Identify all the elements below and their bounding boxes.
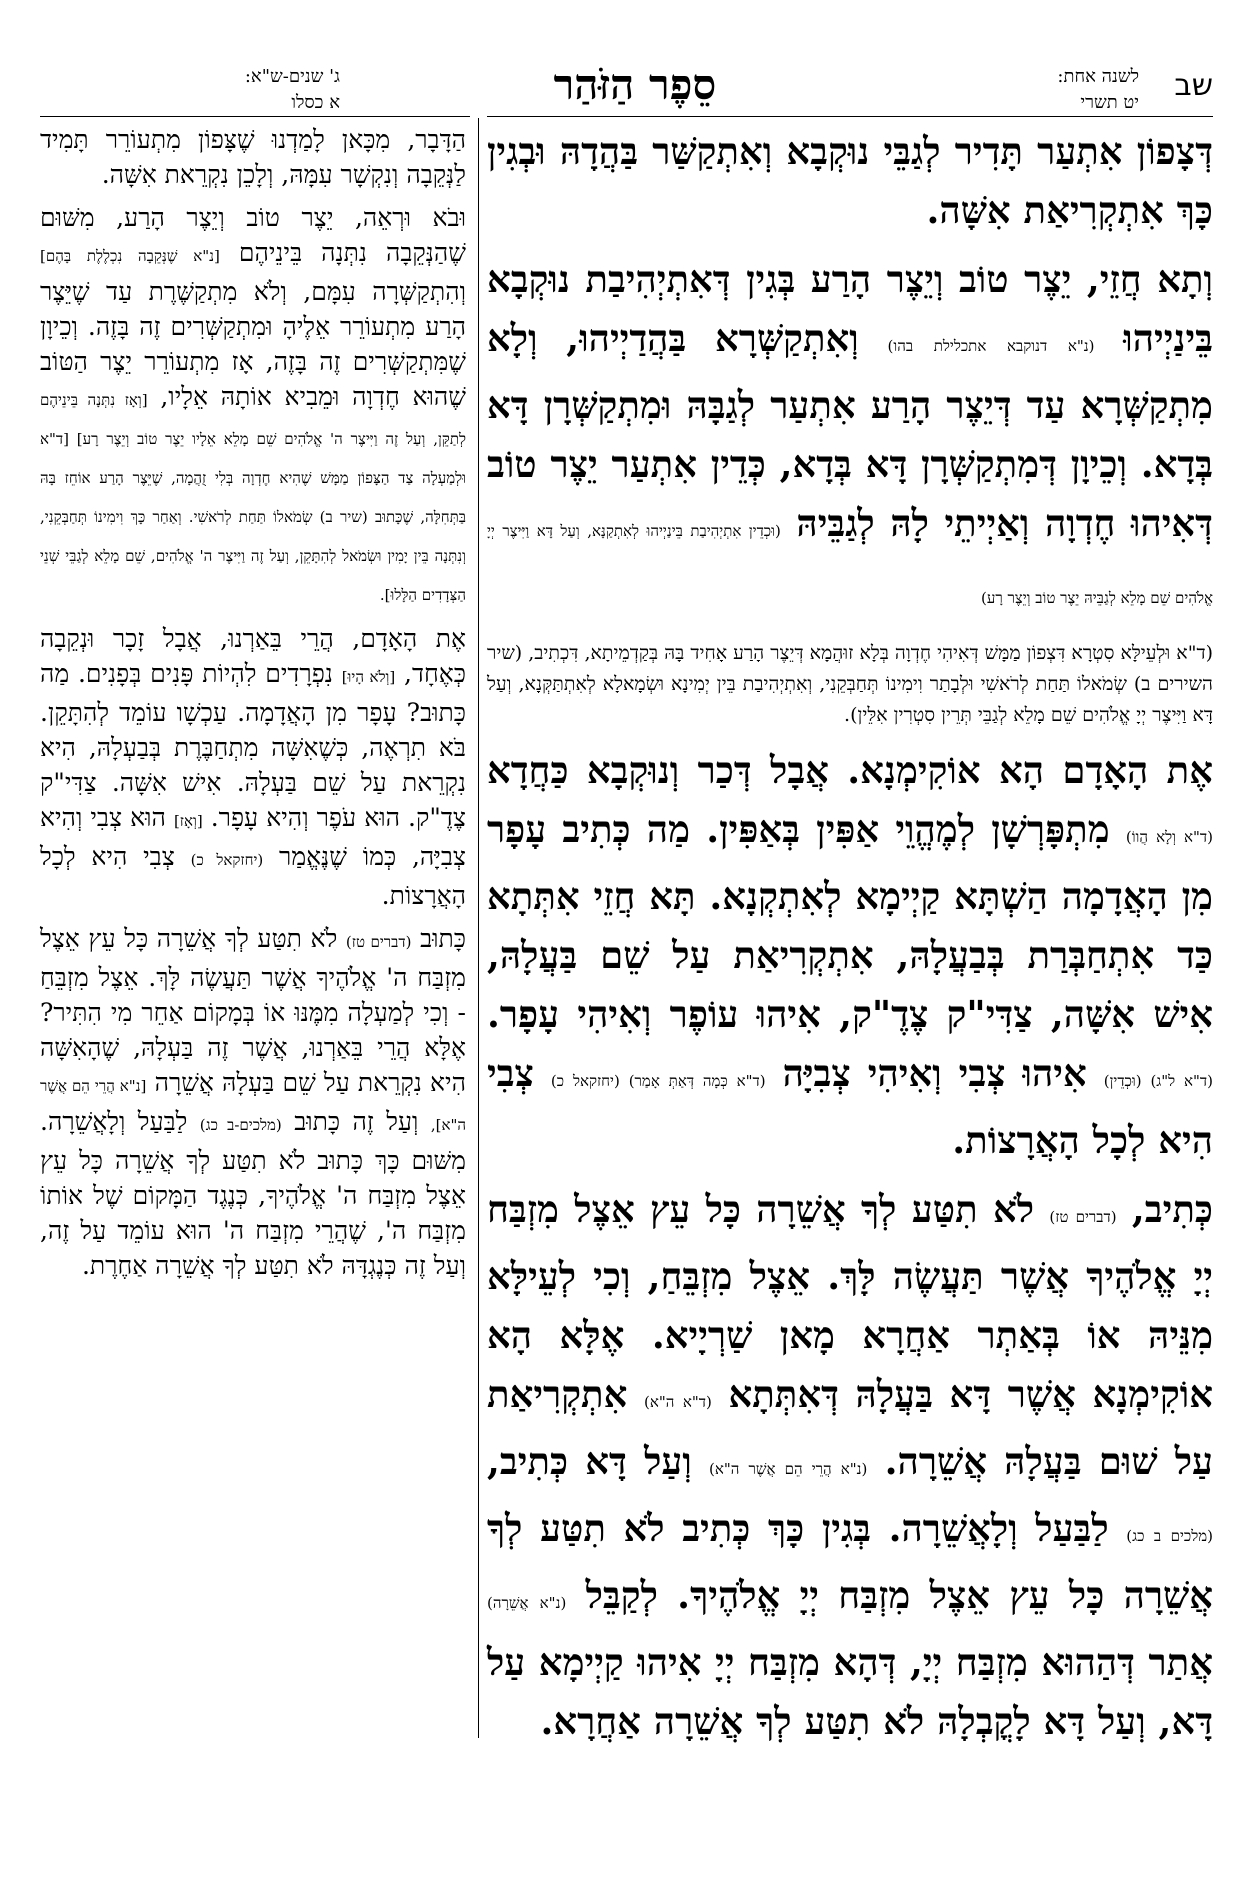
page-code: שב (1174, 68, 1213, 103)
translation-text: וּבֹא וּרְאֵה, יֵצֶר טוֹב וְיֵצֶר הָרַע, מִשּׁוּם שֶׁהַנְּקֵבָה נִתְּנָה בֵּינֵיהֶם (40, 203, 466, 267)
main-column (487, 122, 1213, 1761)
variant-note: [וְלֹא הָיוּ] (341, 668, 396, 686)
source-note: (דברים טז) (1049, 1208, 1117, 1226)
translation-text: צְבִי הִיא לְכָל הָאֲרָצוֹת. (40, 842, 466, 910)
variant-note: (ד"א וְלָא הֲווֹ) (1125, 828, 1213, 846)
schedule-left-line1: ג' שנים-ש"א: (244, 66, 340, 87)
source-note: (מלכים-ב כג) (199, 1116, 282, 1134)
variant-note: [וְאָז] (173, 812, 203, 830)
schedule-right (1057, 64, 1139, 116)
translation-text: וְעַל זֶה כָּתוּב (294, 1107, 419, 1136)
header-rule-left (40, 116, 470, 117)
schedule-left-line2: א כסלו (291, 92, 340, 113)
main-paragraph-2 (487, 250, 1213, 628)
main-text: אֶת הָאָדָם הָא אוֹקִימְנָא. אֲבָל דְּכַר וְנוּקְבָא כַּחֲדָא (487, 748, 1213, 792)
main-paragraph-3 (487, 741, 1213, 1170)
main-text: דְּצָפוֹן אִתְעַר תָּדִיר לְגַבֵּי נוּקְבָא וְאִתְקַשַּׁר בַּהֲדָהּ וּבְגִין כָּךְ אִתְקְרִיאַת אִשָּׁה. (487, 129, 1213, 232)
variant-note: (ד"א ל"ג) (וּכְדֵין) (1103, 1072, 1213, 1090)
main-text: אִתְקְרִיאַת עַל שׁוּם בַּעֲלָהּ אֲשֵׁרָה. (487, 1372, 1213, 1483)
schedule-right-line2: יט תשרי (1080, 92, 1139, 113)
variant-note: (נ"א אֲשֵׁרָה) (487, 1594, 567, 1612)
variant-note: [וְאָז נִתְּנָה בֵּינֵיהֶם לְתַקֵּן, וְעַל זֶה וַיִּיצֶר ה' אֱלֹהִים שֵׁם מָלֵא אֵלָיו יֵצֶר טוֹב וְיֵצֶר רָע] [ד"א וּלְמַעְלָה צַד הַצָּפוֹן מַמָּשׁ שֶׁהִיא חֶדְוָה בְּלִי זֻהֲמָה, שֶׁיֵּצֶר הָרַע אוֹחֵז בָּהּ בַּתְּחִלָּה, שֶׁכָּתוּב (שיר ב) שְׂמֹאלוֹ תַּחַת לְרֹאשִׁי. וְאַחַר כָּךְ וִימִינוֹ תְּחַבְּקֵנִי, וְנִתְּנָה בֵּין יָמִין וּשְׂמֹאל לְהִתָּקֵן, וְעַל זֶה וַיִּיצֶר ה' אֱלֹהִים, שֵׁם מָלֵא לְגַבֵּי שְׁנֵי הַצְּדָדִים הַלָּלוּ]. (40, 391, 466, 604)
variant-note: [נ"א הֲרֵי הֵם אֲשֶׁר ה"א], (40, 1077, 466, 1134)
main-text: צְבִי הִיא לְכָל הָאֲרָצוֹת. (487, 1051, 1213, 1162)
source-note: (יחזקאל כ) (190, 851, 264, 869)
variant-note: (ד"א כְּמָה דְּאַתְּ אָמַר) (יחזקאל כ) (550, 1072, 766, 1090)
translation-paragraph-1 (40, 122, 466, 192)
translation-text: כָּתוּב (420, 924, 467, 953)
source-note: (מלכים ב כג) (1126, 1527, 1214, 1545)
main-text: אִיהוּ צְבִי וְאִיהִי צְבִיָּה (782, 1051, 1087, 1095)
page-title: סֵפֶר הַזֹּהַר (553, 60, 717, 109)
main-text: אֲתַר דְּהַהוּא מִזְבַּח יְיָ, דְּהָא מִזְבַּח יְיָ אִיהוּ קַיְימָא עַל דָּא, וְעַל דָּא לָקֳבְלָהּ לֹא תִטַּע לְךָ אֲשֵׁרָה אַחֲרָא. (487, 1640, 1213, 1743)
main-text: לֹא תִטַּע לְךָ אֲשֵׁרָה כָּל עֵץ אֵצֶל מִזְבַּח יְיָ אֱלֹהֶיךָ אֲשֶׁר תַּעֲשֶׂה לָּךְ. אֵצֶל מִזְבֵּחַ, וְכִי לְעֵילָּא מִנֵּיהּ אוֹ בְּאַתְר אַחֲרָא מָאן שַׁרְיָיא. אֶלָּא הָא אוֹקִימְנָא אֲשֶׁר דָּא בַּעֲלָהּ דְּאִתְּתָא (487, 1187, 1213, 1416)
main-text: וְאִתְקַשְּׁרָא בַּהֲדַיְיהוּ, וְלָא מִתְקַשְּׁרָא עַד דְּיֵצֶר הָרַע אִתְעַר לְגַבָּהּ וּמִתְקַשְּׁרָן דָּא בְּדָא. וְכֵיוָן דְּמִתְקַשְּׁרָן דָּא בְּדָא, כְּדֵין אִתְעַר יֵצֶר טוֹב דְּאִיהוּ חֶדְוָה וְאַיְיתֵי לָהּ לְגַבֵּיהּ (487, 316, 1213, 545)
main-text: וְתָא חֲזֵי, יֵצֶר טוֹב וְיֵצֶר הָרַע בְּגִין דְּאִתְיְהִיבַת נוּקְבָא בֵּינַיְיהוּ (487, 257, 1213, 360)
schedule-right-line1: לשנה אחת: (1057, 66, 1139, 87)
main-paragraph-4 (487, 1180, 1213, 1751)
main-text: לַבַּעַל וְלָאֲשֵׁרָה. בְּגִין כָּךְ כְּתִיב לֹא תִטַּע לְךָ אֲשֵׁרָה כָּל עֵץ אֵצֶל מִזְבַּח יְיָ אֱלֹהֶיךָ. לְקַבֵּל (487, 1506, 1213, 1617)
translation-text: לֹא תִטַּע לְךָ אֲשֵׁרָה כָּל עֵץ אֵצֶל מִזְבַּח ה' אֱלֹהֶיךָ אֲשֶׁר תַּעֲשֶׂה לָּךְ. אֵצֶל מִזְבֵּחַ - וְכִי לְמַעְלָה מִמֶּנּוּ אוֹ בְּמָקוֹם אַחֵר מִי הִתִּיר? אֶלָּא הֲרֵי בֵּאַרְנוּ, אֲשֶׁר זֶה בַּעְלָהּ, שֶׁהָאִשָּׁה הִיא נִקְרֵאת עַל שֵׁם בַּעְלָהּ אֲשֵׁרָה (40, 924, 466, 1097)
main-paragraph-1 (487, 122, 1213, 240)
variant-note: [נ"א שֶׁנְּקֵבָה נִכְלֶלֶת בָּהֶם] (40, 247, 220, 265)
main-text: מִתְפָּרְשָׁן לְמֶהֱוֵי אַפִּין בְּאַפִּין. מַה כְּתִיב עָפָר מִן הָאֲדָמָה הַשְׁתָּא קַיְימָא לְאִתְקְנָא. תָּא חֲזֵי אִתְּתָא כַּד אִתְחַבְּרַת בְּבַעֲלָהּ, אִתְקְרִיאַת עַל שֵׁם בַּעֲלָהּ, אִישׁ אִשָּׁה, צַדִּי"ק צֶדֶ"ק, אִיהוּ עוֹפֶר וְאִיהִי עָפָר. (487, 807, 1213, 1036)
translation-text: הַדָּבָר, מִכָּאן לָמַדְנוּ שֶׁצָּפוֹן מִתְעוֹרֵר תָּמִיד לַנְּקֵבָה וְנִקְשָׁר עִמָּהּ, וְלָכֵן נִקְרֵאת אִשָּׁה. (40, 125, 466, 189)
variant-note: (וּכְדֵין אִתְיְהִיבַת בֵּינַיְיהוּ לְאִתְקַנָּא, וְעַל דָּא וַיִּיצֶר יְיָ אֱלֹהִים שֵׁם מָלֵא לְגַבֵּיהּ יֵצֶר טוֹב וְיֵצֶר רָע) (487, 522, 1213, 607)
column-divider (478, 118, 479, 1738)
translation-column (40, 122, 466, 1291)
translation-text: אֶת הָאָדָם, הֲרֵי בֵּאַרְנוּ, אֲבָל זָכָר וּנְקֵבָה כְּאֶחָד, (40, 624, 467, 688)
translation-text: וְהִתְקַשְּׁרָה עִמָּם, וְלֹא מִתְקַשֶּׁרֶת עַד שֶׁיֵּצֶר הָרַע מִתְעוֹרֵר אֵלֶיהָ וּמִתְקַשְּׁרִים זֶה בָּזֶה. וְכֵיוָן שֶׁמִּתְקַשְּׁרִים זֶה בָּזֶה, אָז מִתְעוֹרֵר יֵצֶר הַטּוֹב שֶׁהוּא חֶדְוָה וּמֵבִיא אוֹתָהּ אֵלָיו, (40, 277, 466, 411)
translation-paragraph-3 (40, 621, 466, 913)
page-header (40, 60, 1213, 120)
variant-note: (נ"א דנוקבא אתכלילת בהו) (887, 337, 1095, 355)
translation-text: לַבַּעַל וְלָאֲשֵׁרָה. מִשּׁוּם כָּךְ כָּתוּב לֹא תִטַּע לְךָ אֲשֵׁרָה כָּל עֵץ אֵצֶל מִזְבַּח ה' אֱלֹהֶיךָ, כְּנֶגֶד הַמָּקוֹם שֶׁל אוֹתוֹ מִזְבַּח ה', שֶׁהֲרֵי מִזְבַּח ה' הוּא עוֹמֵד עַל זֶה, וְעַל זֶה כְּנֶגְדָּהּ לֹא תִטַּע לְךָ אֲשֵׁרָה אַחֶרֶת. (40, 1107, 466, 1280)
main-text: וְעַל דָּא כְּתִיב, (487, 1439, 692, 1483)
variant-note: (ד"א ה"א) (643, 1393, 712, 1411)
main-text: כְּתִיב, (1131, 1187, 1213, 1231)
translation-paragraph-2 (40, 200, 466, 613)
translation-paragraph-4 (40, 921, 466, 1283)
schedule-left (100, 64, 340, 116)
translation-text: נִפְרָדִים לִהְיוֹת פָּנִים בְּפָנִים. מַה כָּתוּב? עָפָר מִן הָאֲדָמָה. עַכְשָׁו עוֹמֵד לְהִתָּקֵן. בֹּא תִרְאֶה, כְּשֶׁאִשָּׁה מִתְחַבֶּרֶת בְּבַעְלָהּ, הִיא נִקְרֵאת עַל שֵׁם בַּעְלָהּ. אִישׁ אִשָּׁה. צַדִּי"ק צֶדֶ"ק. הוּא עֹפֶר וְהִיא עָפָר. (40, 659, 466, 832)
variant-block: (ד"א וּלְעֵילָּא סִטְרָא דִּצְפוֹן מַמָּשׁ דְּאִיהִי חֶדְוָה בְּלָא זוּהֲמָא דְּיֵצֶר הָרַע אָחִיד בָּהּ בְּקַדְמֵיתָא, דִּכְתִיב, (שיר השירים ב) שְׂמֹאלוֹ תַּחַת לְרֹאשִׁי וּלְבָתַר וִימִינוֹ תְּחַבְּקֵנִי, וְאִתְיְהִיבַת בֵּין יְמִינָא וּשְׂמָאלָא לְאִתְתַּקְּנָא, וְעַל דָּא וַיִּיצֶר יְיָ אֱלֹהִים שֵׁם מָלֵא לְגַבֵּי תְּרֵין סִטְרִין אִלֵּין). (487, 642, 1213, 726)
variant-note: (נ"א הֲרֵי הֵם אֲשֶׁר ה"א) (709, 1460, 868, 1478)
translation-text: הוּא צְבִי וְהִיא צְבִיָּה, כְּמוֹ שֶׁנֶּאֱמַר (40, 803, 466, 871)
source-note: (דברים טז) (345, 933, 412, 951)
header-rule-right (487, 116, 1213, 117)
